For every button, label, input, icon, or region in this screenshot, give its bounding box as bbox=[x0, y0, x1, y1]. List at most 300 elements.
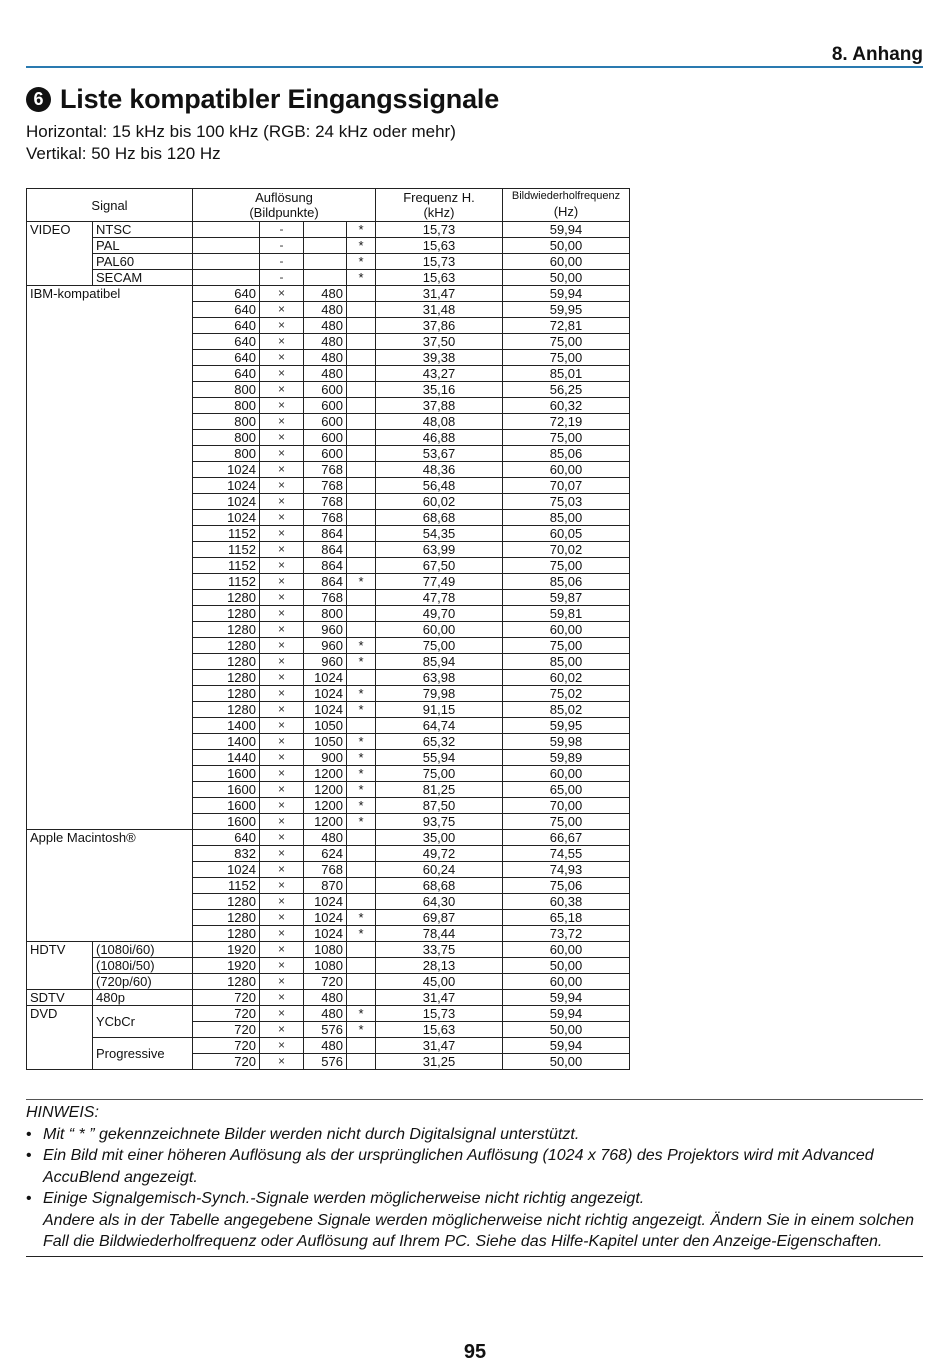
note-item bbox=[26, 1188, 923, 1210]
table-row bbox=[27, 974, 630, 990]
resolution-height: 1200 bbox=[304, 782, 347, 798]
refresh-rate-value: 50,00 bbox=[503, 270, 630, 286]
digital-unsupported-mark: * bbox=[347, 574, 376, 590]
digital-unsupported-mark bbox=[347, 622, 376, 638]
frequency-h-value: 31,25 bbox=[376, 1054, 503, 1070]
refresh-rate-value: 66,67 bbox=[503, 830, 630, 846]
resolution-height: 1200 bbox=[304, 766, 347, 782]
table-row bbox=[27, 286, 630, 302]
resolution-width: 1280 bbox=[193, 702, 260, 718]
signal-subtype: Progressive bbox=[93, 1038, 193, 1070]
signal-subtype: YCbCr bbox=[93, 1006, 193, 1038]
refresh-rate-value: 50,00 bbox=[503, 1022, 630, 1038]
resolution-width: 1440 bbox=[193, 750, 260, 766]
resolution-height: 768 bbox=[304, 478, 347, 494]
resolution-separator: × bbox=[260, 510, 304, 526]
digital-unsupported-mark: * bbox=[347, 254, 376, 270]
refresh-rate-value: 60,02 bbox=[503, 670, 630, 686]
refresh-rate-value: 50,00 bbox=[503, 1054, 630, 1070]
digital-unsupported-mark bbox=[347, 318, 376, 334]
resolution-height: 600 bbox=[304, 398, 347, 414]
resolution-height: 1024 bbox=[304, 894, 347, 910]
resolution-separator: × bbox=[260, 926, 304, 942]
resolution-height: 768 bbox=[304, 494, 347, 510]
refresh-rate-value: 59,94 bbox=[503, 1038, 630, 1054]
digital-unsupported-mark: * bbox=[347, 270, 376, 286]
resolution-height: 1024 bbox=[304, 910, 347, 926]
resolution-height: 800 bbox=[304, 606, 347, 622]
header-resolution-label: Auflösung bbox=[255, 190, 313, 205]
digital-unsupported-mark bbox=[347, 606, 376, 622]
digital-unsupported-mark: * bbox=[347, 1006, 376, 1022]
frequency-h-value: 33,75 bbox=[376, 942, 503, 958]
resolution-separator: - bbox=[260, 222, 304, 238]
resolution-separator: × bbox=[260, 622, 304, 638]
resolution-width: 640 bbox=[193, 318, 260, 334]
refresh-rate-value: 65,00 bbox=[503, 782, 630, 798]
refresh-rate-value: 70,07 bbox=[503, 478, 630, 494]
resolution-width: 1024 bbox=[193, 862, 260, 878]
refresh-rate-value: 85,00 bbox=[503, 654, 630, 670]
frequency-h-value: 48,36 bbox=[376, 462, 503, 478]
refresh-rate-value: 75,00 bbox=[503, 638, 630, 654]
digital-unsupported-mark bbox=[347, 1038, 376, 1054]
resolution-separator: × bbox=[260, 1038, 304, 1054]
digital-unsupported-mark bbox=[347, 590, 376, 606]
frequency-h-value: 35,16 bbox=[376, 382, 503, 398]
digital-unsupported-mark: * bbox=[347, 766, 376, 782]
header-freq-h-unit: (kHz) bbox=[423, 205, 455, 220]
frequency-h-value: 15,63 bbox=[376, 238, 503, 254]
frequency-h-value: 77,49 bbox=[376, 574, 503, 590]
vertical-range-text: Vertikal: 50 Hz bis 120 Hz bbox=[26, 144, 221, 163]
frequency-h-value: 75,00 bbox=[376, 638, 503, 654]
resolution-height: 480 bbox=[304, 350, 347, 366]
refresh-rate-value: 56,25 bbox=[503, 382, 630, 398]
frequency-h-value: 63,98 bbox=[376, 670, 503, 686]
resolution-width: 1024 bbox=[193, 494, 260, 510]
header-signal bbox=[27, 189, 193, 222]
resolution-width: 1152 bbox=[193, 558, 260, 574]
digital-unsupported-mark bbox=[347, 414, 376, 430]
table-row bbox=[27, 270, 630, 286]
resolution-width: 1280 bbox=[193, 894, 260, 910]
resolution-separator: × bbox=[260, 878, 304, 894]
refresh-rate-value: 75,00 bbox=[503, 350, 630, 366]
table-row bbox=[27, 238, 630, 254]
digital-unsupported-mark bbox=[347, 958, 376, 974]
resolution-width: 1400 bbox=[193, 734, 260, 750]
resolution-separator: × bbox=[260, 558, 304, 574]
digital-unsupported-mark bbox=[347, 334, 376, 350]
resolution-width: 1024 bbox=[193, 478, 260, 494]
signal-subtype: (1080i/50) bbox=[93, 958, 193, 974]
header-signal-label: Signal bbox=[91, 197, 128, 213]
digital-unsupported-mark: * bbox=[347, 814, 376, 830]
header-rule bbox=[26, 66, 923, 68]
resolution-width: 800 bbox=[193, 446, 260, 462]
resolution-height: 1024 bbox=[304, 702, 347, 718]
frequency-h-value: 15,73 bbox=[376, 254, 503, 270]
resolution-height: 1200 bbox=[304, 798, 347, 814]
resolution-width: 720 bbox=[193, 1038, 260, 1054]
resolution-height: 624 bbox=[304, 846, 347, 862]
frequency-h-value: 60,00 bbox=[376, 622, 503, 638]
frequency-h-value: 69,87 bbox=[376, 910, 503, 926]
resolution-width: 1280 bbox=[193, 622, 260, 638]
frequency-h-value: 53,67 bbox=[376, 446, 503, 462]
frequency-h-value: 93,75 bbox=[376, 814, 503, 830]
resolution-height: 1080 bbox=[304, 958, 347, 974]
resolution-separator: - bbox=[260, 254, 304, 270]
resolution-height bbox=[304, 254, 347, 270]
frequency-h-value: 31,47 bbox=[376, 286, 503, 302]
refresh-rate-value: 59,95 bbox=[503, 718, 630, 734]
resolution-width: 1024 bbox=[193, 510, 260, 526]
frequency-h-value: 64,74 bbox=[376, 718, 503, 734]
frequency-h-value: 49,72 bbox=[376, 846, 503, 862]
header-resolution-unit: (Bildpunkte) bbox=[249, 205, 319, 220]
resolution-width: 640 bbox=[193, 286, 260, 302]
frequency-h-value: 31,47 bbox=[376, 990, 503, 1006]
refresh-rate-value: 70,00 bbox=[503, 798, 630, 814]
frequency-h-value: 48,08 bbox=[376, 414, 503, 430]
resolution-width: 640 bbox=[193, 830, 260, 846]
digital-unsupported-mark bbox=[347, 990, 376, 1006]
table-row bbox=[27, 1006, 630, 1022]
resolution-width: 640 bbox=[193, 302, 260, 318]
digital-unsupported-mark bbox=[347, 478, 376, 494]
resolution-height: 576 bbox=[304, 1054, 347, 1070]
frequency-h-value: 49,70 bbox=[376, 606, 503, 622]
resolution-width: 800 bbox=[193, 430, 260, 446]
note-text: Mit “ * ” gekennzeichnete Bilder werden nicht durch Digitalsignal unterstützt. bbox=[43, 1125, 580, 1143]
digital-unsupported-mark bbox=[347, 670, 376, 686]
frequency-h-value: 78,44 bbox=[376, 926, 503, 942]
resolution-separator: × bbox=[260, 1022, 304, 1038]
table-row bbox=[27, 222, 630, 238]
digital-unsupported-mark bbox=[347, 510, 376, 526]
resolution-height: 1200 bbox=[304, 814, 347, 830]
resolution-width: 1280 bbox=[193, 654, 260, 670]
resolution-separator: × bbox=[260, 606, 304, 622]
resolution-width: 720 bbox=[193, 1054, 260, 1070]
header-refresh-unit: (Hz) bbox=[553, 204, 579, 219]
chapter-heading: 8. Anhang bbox=[831, 44, 923, 65]
signal-category: IBM-kompatibel bbox=[27, 286, 193, 830]
resolution-width: 800 bbox=[193, 382, 260, 398]
notes-list bbox=[26, 1124, 923, 1253]
frequency-h-value: 47,78 bbox=[376, 590, 503, 606]
section-title-text: Liste kompatibler Eingangssignale bbox=[60, 84, 500, 114]
resolution-separator: × bbox=[260, 958, 304, 974]
digital-unsupported-mark bbox=[347, 542, 376, 558]
frequency-h-value: 81,25 bbox=[376, 782, 503, 798]
signal-subtype: SECAM bbox=[93, 270, 193, 286]
digital-unsupported-mark: * bbox=[347, 926, 376, 942]
resolution-width: 1152 bbox=[193, 878, 260, 894]
resolution-width: 1600 bbox=[193, 766, 260, 782]
frequency-h-value: 15,73 bbox=[376, 222, 503, 238]
refresh-rate-value: 75,00 bbox=[503, 814, 630, 830]
digital-unsupported-mark bbox=[347, 382, 376, 398]
digital-unsupported-mark: * bbox=[347, 654, 376, 670]
note-text: Ein Bild mit einer höheren Auflösung als der ursprünglichen Auflösung (1024 x 768) des Projektors wird mit Advanced AccuBlend angezeigt. bbox=[43, 1147, 874, 1186]
refresh-rate-value: 60,05 bbox=[503, 526, 630, 542]
refresh-rate-value: 60,00 bbox=[503, 462, 630, 478]
digital-unsupported-mark bbox=[347, 862, 376, 878]
resolution-separator: × bbox=[260, 526, 304, 542]
resolution-height: 870 bbox=[304, 878, 347, 894]
digital-unsupported-mark bbox=[347, 366, 376, 382]
resolution-width: 1920 bbox=[193, 942, 260, 958]
resolution-separator: × bbox=[260, 1006, 304, 1022]
resolution-separator: × bbox=[260, 398, 304, 414]
resolution-width: 1600 bbox=[193, 782, 260, 798]
resolution-width: 1280 bbox=[193, 686, 260, 702]
resolution-separator: × bbox=[260, 750, 304, 766]
refresh-rate-value: 75,00 bbox=[503, 334, 630, 350]
digital-unsupported-mark bbox=[347, 494, 376, 510]
digital-unsupported-mark bbox=[347, 894, 376, 910]
frequency-h-value: 15,63 bbox=[376, 1022, 503, 1038]
signal-category: Apple Macintosh® bbox=[27, 830, 193, 942]
frequency-h-value: 39,38 bbox=[376, 350, 503, 366]
digital-unsupported-mark: * bbox=[347, 750, 376, 766]
refresh-rate-value: 73,72 bbox=[503, 926, 630, 942]
refresh-rate-value: 59,95 bbox=[503, 302, 630, 318]
frequency-h-value: 68,68 bbox=[376, 510, 503, 526]
resolution-height: 864 bbox=[304, 558, 347, 574]
resolution-separator: × bbox=[260, 798, 304, 814]
resolution-separator: × bbox=[260, 478, 304, 494]
resolution-height: 768 bbox=[304, 590, 347, 606]
page-number: 95 bbox=[463, 1341, 487, 1363]
refresh-rate-value: 60,38 bbox=[503, 894, 630, 910]
frequency-h-value: 35,00 bbox=[376, 830, 503, 846]
signal-subtype: PAL60 bbox=[93, 254, 193, 270]
refresh-rate-value: 85,00 bbox=[503, 510, 630, 526]
resolution-separator: × bbox=[260, 670, 304, 686]
note-bullet: • bbox=[26, 1125, 32, 1143]
refresh-rate-value: 75,00 bbox=[503, 430, 630, 446]
resolution-width: 640 bbox=[193, 334, 260, 350]
resolution-width: 1280 bbox=[193, 910, 260, 926]
resolution-separator: × bbox=[260, 782, 304, 798]
refresh-rate-value: 85,06 bbox=[503, 446, 630, 462]
digital-unsupported-mark: * bbox=[347, 222, 376, 238]
frequency-h-value: 68,68 bbox=[376, 878, 503, 894]
header-refresh-label: Bildwiederholfrequenz bbox=[511, 190, 621, 202]
table-row bbox=[27, 990, 630, 1006]
signal-category: DVD bbox=[27, 1006, 93, 1070]
frequency-h-value: 85,94 bbox=[376, 654, 503, 670]
note-bullet: • bbox=[26, 1190, 32, 1207]
frequency-h-value: 91,15 bbox=[376, 702, 503, 718]
frequency-h-value: 75,00 bbox=[376, 766, 503, 782]
resolution-separator: × bbox=[260, 734, 304, 750]
resolution-separator: × bbox=[260, 366, 304, 382]
digital-unsupported-mark bbox=[347, 302, 376, 318]
resolution-separator: × bbox=[260, 654, 304, 670]
resolution-separator: × bbox=[260, 702, 304, 718]
refresh-rate-value: 85,02 bbox=[503, 702, 630, 718]
resolution-width: 720 bbox=[193, 990, 260, 1006]
resolution-width: 1600 bbox=[193, 798, 260, 814]
resolution-separator: × bbox=[260, 974, 304, 990]
resolution-width: 1152 bbox=[193, 574, 260, 590]
resolution-height: 864 bbox=[304, 574, 347, 590]
digital-unsupported-mark bbox=[347, 1054, 376, 1070]
table-row bbox=[27, 830, 630, 846]
signal-category: VIDEO bbox=[27, 222, 93, 286]
resolution-height: 864 bbox=[304, 526, 347, 542]
refresh-rate-value: 59,94 bbox=[503, 990, 630, 1006]
resolution-height: 900 bbox=[304, 750, 347, 766]
resolution-width: 1280 bbox=[193, 926, 260, 942]
refresh-rate-value: 60,00 bbox=[503, 254, 630, 270]
resolution-width: 1152 bbox=[193, 526, 260, 542]
resolution-separator: × bbox=[260, 430, 304, 446]
resolution-height: 864 bbox=[304, 542, 347, 558]
resolution-separator: × bbox=[260, 414, 304, 430]
frequency-h-value: 87,50 bbox=[376, 798, 503, 814]
digital-unsupported-mark bbox=[347, 446, 376, 462]
refresh-rate-value: 70,02 bbox=[503, 542, 630, 558]
section-title bbox=[26, 84, 499, 115]
signal-category: SDTV bbox=[27, 990, 93, 1006]
resolution-width: 1920 bbox=[193, 958, 260, 974]
resolution-width bbox=[193, 270, 260, 286]
refresh-rate-value: 75,03 bbox=[503, 494, 630, 510]
resolution-separator: - bbox=[260, 238, 304, 254]
refresh-rate-value: 72,19 bbox=[503, 414, 630, 430]
resolution-separator: × bbox=[260, 942, 304, 958]
refresh-rate-value: 59,81 bbox=[503, 606, 630, 622]
digital-unsupported-mark: * bbox=[347, 910, 376, 926]
resolution-separator: × bbox=[260, 686, 304, 702]
refresh-rate-value: 75,00 bbox=[503, 558, 630, 574]
horizontal-range-text: Horizontal: 15 kHz bis 100 kHz (RGB: 24 kHz oder mehr) bbox=[26, 122, 456, 141]
resolution-width: 720 bbox=[193, 1022, 260, 1038]
resolution-height: 1050 bbox=[304, 718, 347, 734]
refresh-rate-value: 74,55 bbox=[503, 846, 630, 862]
resolution-width bbox=[193, 254, 260, 270]
resolution-width: 800 bbox=[193, 414, 260, 430]
note-item bbox=[26, 1124, 923, 1146]
header-resolution bbox=[193, 189, 376, 222]
frequency-h-value: 45,00 bbox=[376, 974, 503, 990]
table-row bbox=[27, 1038, 630, 1054]
digital-unsupported-mark bbox=[347, 942, 376, 958]
frequency-h-value: 46,88 bbox=[376, 430, 503, 446]
frequency-h-value: 28,13 bbox=[376, 958, 503, 974]
resolution-separator: - bbox=[260, 270, 304, 286]
frequency-h-value: 37,88 bbox=[376, 398, 503, 414]
refresh-rate-value: 72,81 bbox=[503, 318, 630, 334]
digital-unsupported-mark bbox=[347, 878, 376, 894]
frequency-h-value: 60,02 bbox=[376, 494, 503, 510]
resolution-height: 480 bbox=[304, 830, 347, 846]
frequency-h-value: 55,94 bbox=[376, 750, 503, 766]
digital-unsupported-mark: * bbox=[347, 798, 376, 814]
resolution-width: 1024 bbox=[193, 462, 260, 478]
digital-unsupported-mark bbox=[347, 462, 376, 478]
resolution-separator: × bbox=[260, 350, 304, 366]
frequency-h-value: 31,47 bbox=[376, 1038, 503, 1054]
resolution-separator: × bbox=[260, 910, 304, 926]
frequency-h-value: 15,63 bbox=[376, 270, 503, 286]
frequency-h-value: 43,27 bbox=[376, 366, 503, 382]
resolution-height: 960 bbox=[304, 654, 347, 670]
resolution-separator: × bbox=[260, 382, 304, 398]
digital-unsupported-mark: * bbox=[347, 734, 376, 750]
refresh-rate-value: 60,32 bbox=[503, 398, 630, 414]
resolution-width: 832 bbox=[193, 846, 260, 862]
resolution-height: 600 bbox=[304, 414, 347, 430]
signal-subtype: PAL bbox=[93, 238, 193, 254]
resolution-height: 768 bbox=[304, 510, 347, 526]
resolution-separator: × bbox=[260, 830, 304, 846]
resolution-height: 960 bbox=[304, 638, 347, 654]
resolution-separator: × bbox=[260, 542, 304, 558]
digital-unsupported-mark bbox=[347, 718, 376, 734]
resolution-height: 480 bbox=[304, 1038, 347, 1054]
frequency-h-value: 79,98 bbox=[376, 686, 503, 702]
resolution-separator: × bbox=[260, 638, 304, 654]
refresh-rate-value: 60,00 bbox=[503, 622, 630, 638]
resolution-separator: × bbox=[260, 718, 304, 734]
resolution-height bbox=[304, 222, 347, 238]
resolution-height: 480 bbox=[304, 318, 347, 334]
resolution-separator: × bbox=[260, 894, 304, 910]
frequency-h-value: 60,24 bbox=[376, 862, 503, 878]
note-bullet bbox=[26, 1210, 43, 1253]
resolution-height: 768 bbox=[304, 462, 347, 478]
resolution-separator: × bbox=[260, 334, 304, 350]
resolution-separator: × bbox=[260, 494, 304, 510]
digital-unsupported-mark bbox=[347, 398, 376, 414]
signal-subtype: (1080i/60) bbox=[93, 942, 193, 958]
resolution-width bbox=[193, 238, 260, 254]
resolution-width bbox=[193, 222, 260, 238]
digital-unsupported-mark: * bbox=[347, 702, 376, 718]
refresh-rate-value: 75,02 bbox=[503, 686, 630, 702]
frequency-h-value: 37,86 bbox=[376, 318, 503, 334]
refresh-rate-value: 60,00 bbox=[503, 942, 630, 958]
resolution-height: 1050 bbox=[304, 734, 347, 750]
resolution-width: 1280 bbox=[193, 590, 260, 606]
digital-unsupported-mark: * bbox=[347, 238, 376, 254]
resolution-height: 480 bbox=[304, 302, 347, 318]
resolution-height: 600 bbox=[304, 446, 347, 462]
frequency-h-value: 54,35 bbox=[376, 526, 503, 542]
refresh-rate-value: 50,00 bbox=[503, 238, 630, 254]
refresh-rate-value: 59,94 bbox=[503, 286, 630, 302]
digital-unsupported-mark: * bbox=[347, 638, 376, 654]
table-header-row bbox=[27, 189, 630, 222]
signal-table bbox=[26, 188, 630, 1070]
section-number-badge: 6 bbox=[26, 87, 51, 112]
signal-subtype: NTSC bbox=[93, 222, 193, 238]
frequency-h-value: 15,73 bbox=[376, 1006, 503, 1022]
resolution-separator: × bbox=[260, 862, 304, 878]
resolution-height: 480 bbox=[304, 366, 347, 382]
digital-unsupported-mark: * bbox=[347, 1022, 376, 1038]
resolution-width: 720 bbox=[193, 1006, 260, 1022]
refresh-rate-value: 75,06 bbox=[503, 878, 630, 894]
resolution-height: 1024 bbox=[304, 670, 347, 686]
